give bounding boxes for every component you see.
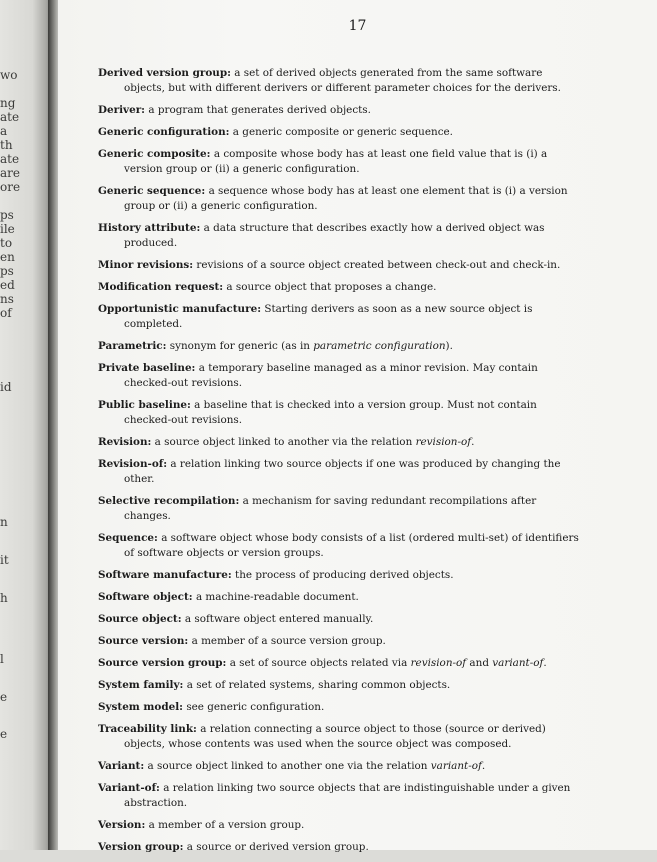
glossary-entry <box>98 840 586 855</box>
glossary-term: Revision-of: <box>98 458 168 470</box>
italic-term: revision-of <box>415 436 472 448</box>
glossary-entry <box>98 435 586 450</box>
glossary-entry <box>98 280 586 295</box>
glossary-term: Variant: <box>98 760 145 772</box>
glossary-entry <box>98 103 586 118</box>
left-page-fragment: are <box>0 166 20 180</box>
left-page-fragment: ng <box>0 96 16 110</box>
left-page-fragment: a <box>0 124 8 138</box>
italic-term: revision-of <box>410 657 467 669</box>
glossary-definition: a relation linking two source objects that are indistinguishable under a given abstraction. <box>124 782 571 809</box>
glossary-definition: a source object that proposes a change. <box>226 281 437 293</box>
glossary-definition: a software object whose body consists of a list (ordered multi-set) of identifiers of software objects or version groups. <box>124 532 579 559</box>
glossary-term: Modification request: <box>98 281 224 293</box>
glossary-entry <box>98 531 586 561</box>
glossary-term: Generic configuration: <box>98 126 230 138</box>
left-page-fragment: of <box>0 306 12 320</box>
glossary-term: Variant-of: <box>98 782 160 794</box>
left-page-fragment: wo <box>0 68 18 82</box>
left-page-fragment: ps <box>0 264 14 278</box>
glossary-definition: a composite whose body has at least one field value that is (i) a version group or (ii) a generic configuration. <box>124 148 548 175</box>
glossary-list <box>98 66 586 862</box>
glossary-entry <box>98 759 586 774</box>
glossary-entry <box>98 398 586 428</box>
glossary-term: Source version: <box>98 635 189 647</box>
glossary-entry <box>98 722 586 752</box>
glossary-entry <box>98 590 586 605</box>
book-spine-shadow <box>48 0 58 850</box>
left-page-fragment: to <box>0 236 13 250</box>
glossary-term: Generic sequence: <box>98 185 206 197</box>
glossary-entry <box>98 302 586 332</box>
glossary-definition: revisions of a source object created between check-out and check-in. <box>196 259 561 271</box>
glossary-term: Source object: <box>98 613 182 625</box>
left-page-fragment: th <box>0 138 13 152</box>
glossary-definition: a mechanism for saving redundant recompilations after changes. <box>124 495 537 522</box>
glossary-entry <box>98 221 586 251</box>
glossary-term: Parametric: <box>98 340 167 352</box>
glossary-definition: a member of a source version group. <box>191 635 386 647</box>
italic-term: variant-of <box>492 657 544 669</box>
glossary-definition: a generic composite or generic sequence. <box>232 126 453 138</box>
left-page-fragment: n <box>0 515 8 529</box>
glossary-definition: a sequence whose body has at least one element that is (i) a version group or (ii) a generic configuration. <box>124 185 568 212</box>
glossary-entry <box>98 147 586 177</box>
left-page-bleed-text <box>0 0 44 850</box>
glossary-definition: a set of derived objects generated from the same software objects, but with different derivers or different parameter choices for the derivers. <box>124 67 561 94</box>
glossary-term: Opportunistic manufacture: <box>98 303 262 315</box>
glossary-entry <box>98 781 586 811</box>
left-page-fragment: e <box>0 690 8 704</box>
left-page-fragment: it <box>0 553 9 567</box>
glossary-definition: a source or derived version group. <box>186 841 369 853</box>
glossary-term: Minor revisions: <box>98 259 194 271</box>
glossary-entry <box>98 818 586 833</box>
glossary-definition: synonym for generic (as in parametric configuration). <box>169 340 453 352</box>
glossary-definition: a data structure that describes exactly how a derived object was produced. <box>124 222 545 249</box>
glossary-term: Sequence: <box>98 532 158 544</box>
glossary-term: Version: <box>98 819 146 831</box>
glossary-definition: a machine-readable document. <box>195 591 359 603</box>
glossary-term: Private baseline: <box>98 362 196 374</box>
glossary-definition: a relation linking two source objects if one was produced by changing the other. <box>124 458 561 485</box>
left-page-fragment: ore <box>0 180 21 194</box>
glossary-entry <box>98 700 586 715</box>
left-page-fragment: h <box>0 591 8 605</box>
glossary-definition: a source object linked to another via the relation revision-of. <box>154 436 475 448</box>
glossary-entry <box>98 66 586 96</box>
glossary-entry <box>98 258 586 273</box>
glossary-definition: a member of a version group. <box>148 819 305 831</box>
glossary-term: Revision: <box>98 436 152 448</box>
glossary-entry <box>98 494 586 524</box>
glossary-term: History attribute: <box>98 222 201 234</box>
glossary-definition: a baseline that is checked into a version group. Must not contain checked-out revisions. <box>124 399 537 426</box>
left-page-fragment: en <box>0 250 15 264</box>
glossary-entry <box>98 634 586 649</box>
italic-term: variant-of <box>430 760 482 772</box>
glossary-definition: a source object linked to another one via the relation variant-of. <box>147 760 486 772</box>
glossary-definition: a program that generates derived objects. <box>148 104 371 116</box>
glossary-definition: a temporary baseline managed as a minor revision. May contain checked-out revisions. <box>124 362 538 389</box>
glossary-entry <box>98 568 586 583</box>
left-page-fragment: ps <box>0 208 14 222</box>
glossary-definition: Starting derivers as soon as a new source object is completed. <box>124 303 533 330</box>
glossary-definition: see generic configuration. <box>186 701 325 713</box>
glossary-term: System model: <box>98 701 183 713</box>
glossary-entry <box>98 339 586 354</box>
glossary-term: Software manufacture: <box>98 569 232 581</box>
glossary-term: Derived version group: <box>98 67 231 79</box>
italic-term: parametric configuration <box>313 340 446 352</box>
glossary-term: Public baseline: <box>98 399 191 411</box>
left-page-fragment: ate <box>0 152 20 166</box>
left-page-fragment: l <box>0 652 4 666</box>
glossary-term: Deriver: <box>98 104 146 116</box>
glossary-entry <box>98 184 586 214</box>
glossary-term: Software object: <box>98 591 193 603</box>
page-number: 17 <box>348 18 367 34</box>
glossary-term: Generic composite: <box>98 148 211 160</box>
left-page-fragment: ns <box>0 292 14 306</box>
left-page-fragment: ate <box>0 110 20 124</box>
glossary-entry <box>98 125 586 140</box>
glossary-term: Source version group: <box>98 657 227 669</box>
glossary-term: Version group: <box>98 841 184 853</box>
glossary-entry <box>98 612 586 627</box>
glossary-term: System family: <box>98 679 184 691</box>
glossary-term: Traceability link: <box>98 723 197 735</box>
glossary-definition: a software object entered manually. <box>184 613 374 625</box>
left-page-fragment: ile <box>0 222 15 236</box>
glossary-definition: a set of related systems, sharing common objects. <box>186 679 451 691</box>
left-page-fragment: e <box>0 727 8 741</box>
glossary-definition: the process of producing derived objects. <box>235 569 454 581</box>
glossary-definition: a set of source objects related via revision-of and variant-of. <box>229 657 547 669</box>
left-page-fragment: ed <box>0 278 15 292</box>
glossary-entry <box>98 361 586 391</box>
left-page-fragment: id <box>0 380 12 394</box>
glossary-entry <box>98 457 586 487</box>
glossary-entry <box>98 656 586 671</box>
glossary-entry <box>98 678 586 693</box>
glossary-term: Selective recompilation: <box>98 495 240 507</box>
glossary-definition: a relation connecting a source object to those (source or derived) objects, whose contents was used when the source object was composed. <box>124 723 546 750</box>
